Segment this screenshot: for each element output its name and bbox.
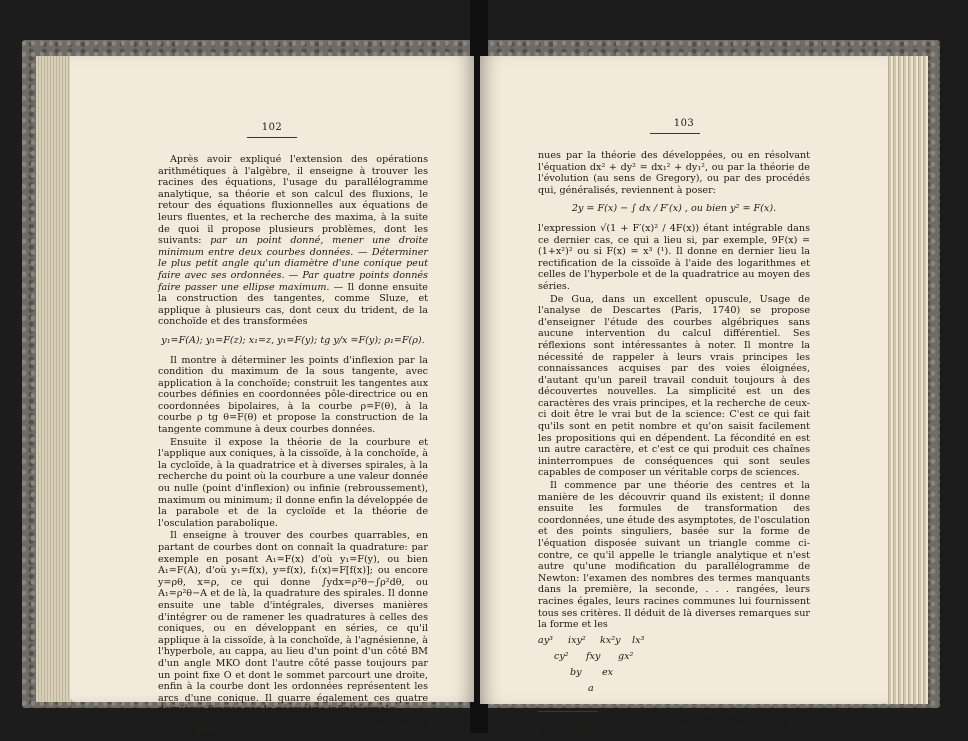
- paragraph-text: Après avoir expliqué l'extension des opérations arithmétiques à l'algèbre, il enseigne à trouver les racines des équations, l'usage du parallélogramme analytique, sa théorie et son calcul des fluxions, le retour des équations fluxionnelles aux équations de leurs fluentes, et la recherche des maxima, à la suite de quoi il propose plusieurs problèmes, dont les suivants:: [158, 154, 428, 247]
- formula-rectification: 2y = F(x) − ∫ dx / F′(x) , ou bien y² = F(x).: [571, 203, 777, 215]
- footnote-rule: [538, 711, 598, 712]
- paragraph: Il enseigne à trouver des courbes quarrables, en partant de courbes dont on connaît la quadrature: par exemple en posant A₁=F(x) d'où y₁=F(y), ou bien A₁=F(A), d'où y₁=f(x), y=f(x), f₁(x)=F[f(x)]; ou encore y=ρθ, x=ρ, ce qui donne ∫ydx=ρ²θ−∫ρ²dθ, ou A₁=ρ²θ−A et de là, la quadrature des spirales. Il donne ensuite une table d'intégrales, diverses manières d'intégrer ou de ramener les quadratures à celles des coniques, ou en développant en séries, ce qu'il applique à la cissoïde, à la conchoïde, à l'agnésienne, à l'hyperbole, au cappa, au lieu d'un point d'un côté BM d'un angle MKO dont l'autre côté passe toujours par un point fixe O et dont le sommet parcourt une droite, enfin à la courbe dont les ordonnées représentent les arcs d'une conique. Il quarre également ces quatre dernières figures par la géométrie infinitésimale.: [158, 530, 428, 716]
- term: by: [570, 666, 582, 678]
- term: a: [588, 682, 594, 694]
- term: ay³: [538, 634, 553, 646]
- footnote: (¹) Courbe fermée à trois points doubles. Ce nom est dû à de Bragelongue.: [538, 716, 810, 736]
- header-rule-right: [650, 133, 700, 134]
- paragraph: De Gua, dans un excellent opuscule, Usage de l'analyse de Descartes (Paris, 1740) se propose d'enseigner l'étude des courbes algébriques sans aucune intervention du calcul différentiel. Ses réflexions sont intéressantes à noter. Il montre la nécessité de rappeler à leurs vrais principes les connaissances acquises par des voies éloignées, d'autant qu'un pareil travail conduit toujours à des découvertes nouvelles. La simplicité est un des caractères des vrais principes, et la recherche de ceux-ci doit être le vrai but de la science: C'est ce qui fait qu'ils sont en petit nombre et qu'on saisit facilement les propositions qui en dépendent. La fécondité en est un autre caractère, et c'est ce qui produit ces chaînes ininterrompues de conséquences qui sont seules capables de composer un véritable corps de sciences.: [538, 293, 810, 479]
- term: gx²: [618, 650, 634, 662]
- page-number-right: 103: [673, 118, 695, 129]
- paragraph: nues par la théorie des développées, ou en résolvant l'équation dx² + dy² = dx₁² + dy₁², ou par la théorie de l'évolution (au sens de Gregory), ou par des procédés qui, généralisés, reviennent à poser:: [538, 150, 810, 196]
- right-page-text: [538, 150, 810, 738]
- term: lx³: [632, 634, 645, 646]
- left-page: [70, 56, 474, 740]
- term: cy²: [554, 650, 569, 662]
- analytic-triangle: [538, 635, 810, 701]
- term: kx²y: [600, 634, 621, 646]
- formula-transformees: y₁=F(A); y₁=F(z); x₁=z, y₁=F(y); tg y/x =F(y); ρ₁=F(ρ).: [161, 334, 425, 346]
- header-rule-left: [247, 137, 297, 138]
- paragraph: [158, 154, 428, 328]
- problems-italic: par un point donné, mener une droite minimum entre deux courbes données. — Déterminer le plus petit angle qu'un diamètre d'une conique peut faire avec ses ordonnées. — Par quatre points donnés faire passer une ellipse maximum.: [158, 235, 428, 293]
- paragraph: Il montre à déterminer les points d'inflexion par la condition du maximum de la sous tangente, avec application à la conchoïde; construit les tangentes aux courbes définies en coordonnées pôle-directrice ou en coordonnées bipolaires, à la courbe ρ=F(θ), à la courbe ρ tg θ=F(θ) et propose la construction de la tangente commune à deux courbes données.: [158, 354, 428, 436]
- left-page-text: [158, 154, 428, 741]
- paragraph: l'expression √(1 + F′(x)² / 4F(x)) étant intégrable dans ce dernier cas, ce qui a lieu si, par exemple, 9F(x) = (1+x²)² ou si F(x) = x³ (¹). Il donne en dernier lieu la rectification de la cissoïde à l'aide des logarithmes et celles de l'hyperbole et de la quadratrice au moyen des séries.: [538, 222, 810, 292]
- term: ixy²: [568, 634, 586, 646]
- paragraph-text: — Il donne ensuite la construction des tangentes, comme Sluze, et applique à plusieurs cas, dont ceux du trident, de la conchoïde et des transformées: [158, 281, 428, 328]
- right-page: [480, 56, 888, 736]
- term: ex: [602, 666, 614, 678]
- term: fxy: [586, 650, 601, 662]
- paragraph: Newton termine par diverses rectifications de courbes obte-: [158, 716, 428, 740]
- right-page-edges: [884, 56, 928, 704]
- page-number-left: 102: [261, 122, 283, 133]
- paragraph: Il commence par une théorie des centres et la manière de les découvrir quand ils existent; il donne ensuite les formules de transformation des coordonnées, une étude des asymptotes, de l'osculation et des points singuliers, basée sur la forme de l'équation disposée suivant un triangle comme ci-contre, ce qu'il appelle le triangle analytique et n'est autre qu'une modification du parallélogramme de Newton: l'examen des nombres des termes manquants dans la première, la seconde, . . . rangées, leurs racines égales, leurs racines communes lui fournissent tous ses critères. Il déduit de là diverses remarques sur la forme et les: [538, 480, 810, 631]
- paragraph: Ensuite il expose la théorie de la courbure et l'applique aux coniques, à la cissoïde, à la conchoïde, à la cycloïde, à la quadratrice et à diverses spirales, à la recherche du point où la courbure a une valeur donnée ou nulle (point d'inflexion) ou infinie (rebroussement), maximum ou minimum; il donne enfin la développée de la parabole et de la cycloïde et la théorie de l'osculation parabolique.: [158, 436, 428, 529]
